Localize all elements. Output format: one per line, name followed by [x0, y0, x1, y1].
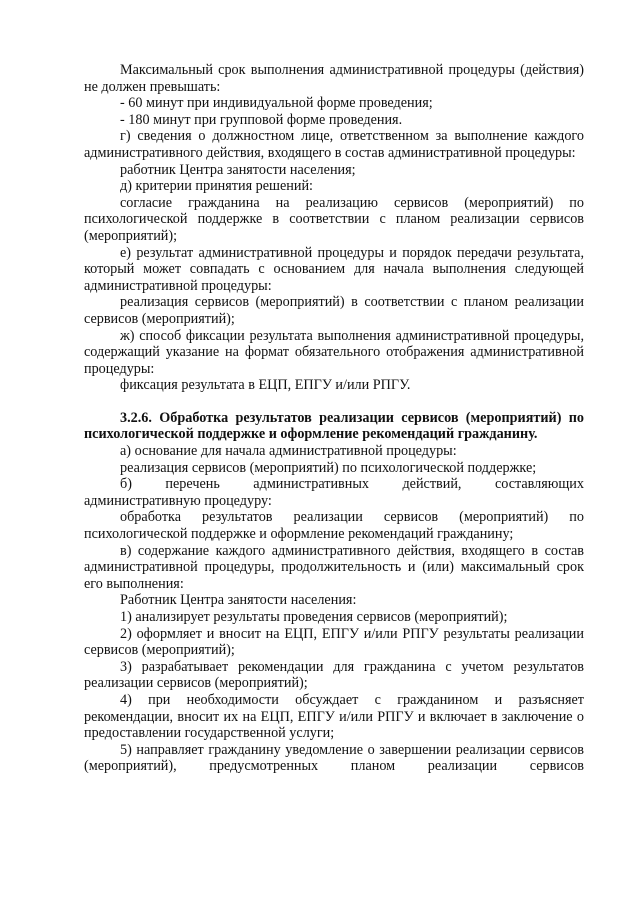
- list-item: 4) при необходимости обсуждает с гражданином и разъясняет рекомендации, вносит их на ЕЦП, ЕПГУ и/или РПГУ и включает в заключение о предоставлении государственной услуги;: [84, 691, 584, 742]
- list-item: 2) оформляет и вносит на ЕЦП, ЕПГУ и/или РПГУ результаты реализации сервисов (мероприятий);: [84, 625, 584, 659]
- list-item: 5) направляет гражданину уведомление о завершении реализации сервисов (мероприятий), предусмотренных планом реализации сервисов: [84, 741, 584, 775]
- paragraph: реализация сервисов (мероприятий) в соответствии с планом реализации сервисов (мероприятий);: [84, 294, 584, 327]
- list-item: 1) анализирует результаты проведения сервисов (мероприятий);: [120, 609, 508, 625]
- paragraph: согласие гражданина на реализацию сервисов (мероприятий) по психологической поддержке в соответствии с планом реализации сервисов (мероприятий);: [84, 194, 584, 244]
- paragraph: д) критерии принятия решений:: [120, 178, 313, 195]
- paragraph: е) результат административной процедуры и порядок передачи результата, который может совпадать с основанием для начала выполнения следующей административной процедуры:: [84, 244, 584, 294]
- list-item: - 60 минут при индивидуальной форме проведения;: [120, 95, 433, 112]
- list-item: 3) разрабатывает рекомендации для гражданина с учетом результатов реализации сервисов (мероприятий);: [84, 658, 584, 692]
- paragraph: фиксация результата в ЕЦП, ЕПГУ и/или РПГУ.: [120, 377, 411, 394]
- paragraph: а) основание для начала административной процедуры:: [120, 443, 457, 460]
- paragraph: в) содержание каждого административного действия, входящего в состав административной процедуры, продолжительность и (или) максимальный срок его выполнения:: [84, 542, 584, 592]
- paragraph: обработка результатов реализации сервисов (мероприятий) по психологической поддержке и оформление рекомендаций гражданину;: [84, 509, 584, 543]
- section-spacer: [84, 394, 584, 410]
- paragraph: г) сведения о должностном лице, ответственном за выполнение каждого административного действия, входящего в состав административной процедуры:: [84, 128, 584, 161]
- paragraph: работник Центра занятости населения;: [120, 161, 356, 178]
- paragraph: б) перечень административных действий, составляющих административную процедуру:: [84, 476, 584, 509]
- paragraph: Работник Центра занятости населения:: [120, 592, 357, 609]
- paragraph: ж) способ фиксации результата выполнения административной процедуры, содержащий указание на формат обязательного отображения административной процедуры:: [84, 327, 584, 377]
- section-heading: 3.2.6. Обработка результатов реализации сервисов (мероприятий) по психологической поддержке и оформление рекомендаций гражданину.: [84, 409, 584, 443]
- document-page: [84, 62, 584, 775]
- paragraph: реализация сервисов (мероприятий) по психологической поддержке;: [120, 459, 537, 476]
- paragraph: Максимальный срок выполнения административной процедуры (действия) не должен превышать:: [84, 62, 584, 95]
- list-item: - 180 минут при групповой форме проведения.: [120, 111, 403, 128]
